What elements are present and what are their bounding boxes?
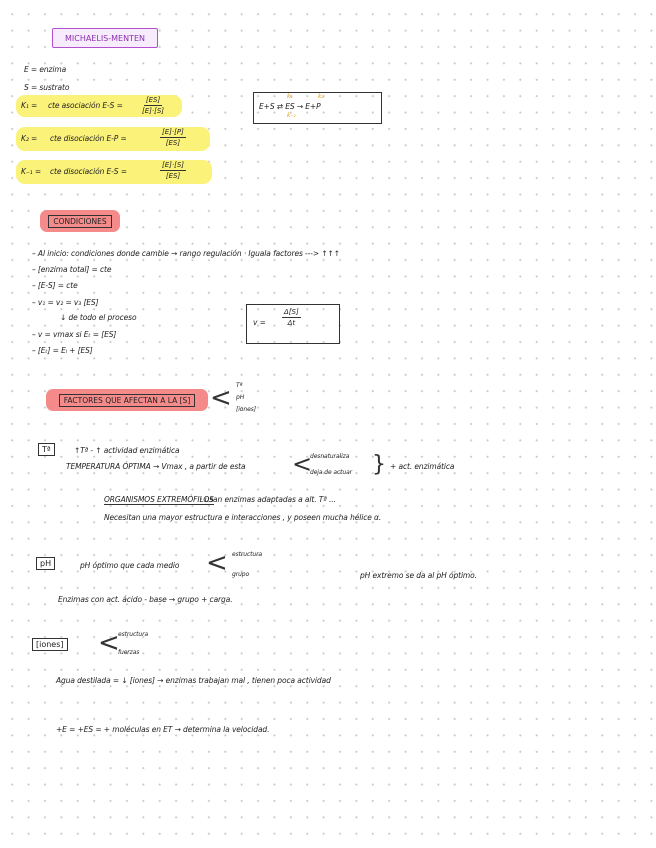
condition-item: – [enzima total] = cte [32,265,112,274]
k2-text: cte disociación E-P = [50,134,127,143]
velocity-fraction [282,308,301,327]
temperature-option: deja de actuar [310,469,353,476]
temperature-branch: < [292,450,313,478]
k3-fraction [160,161,186,180]
ph-tag: pH [36,557,55,570]
definition-enzyme: E = enzima [24,65,67,74]
k1-denominator: [E]·[S] [142,107,165,115]
ions-option: estructura [118,631,149,638]
k2-denominator: [ES] [165,139,181,147]
ph-branch: < [206,548,228,578]
ions-line: Agua destilada = ↓ [iones] → enzimas trabajan mal , tienen poca actividad [56,676,331,685]
k3-denominator: [ES] [165,172,181,180]
reaction-k1: k₁ [287,93,293,100]
temperature-line: ↑Tª - ↑ actividad enzimática [74,446,180,455]
definition-substrate: S = sustrato [24,83,70,92]
ions-tag: [iones] [32,638,68,651]
k1-text: cte asociación E-S = [48,101,123,110]
factor-item: [iones] [236,406,256,413]
k2-label: K₂ = [21,134,38,143]
condition-item: – [Eₜ] = Eₗ + [ES] [32,346,93,355]
temperature-line: · usan enzimas adaptadas a alt. Tª ... [200,495,336,504]
ions-line: +E = +ES = + moléculas en ET → determina la velocidad. [56,725,270,734]
ph-option: estructura [232,551,263,558]
temperature-subheading: ORGANISMOS EXTREMÓFILOS [104,495,214,504]
factors-header-text: FACTORES QUE AFECTAN A LA [S] [59,394,196,407]
velocity-denominator: Δt [287,319,296,327]
reaction-equation: E+S ⇄ ES → E+P [259,102,321,111]
condition-item: – v₁ = v₂ = v₃ [ES] [32,298,99,307]
k1-numerator: [ES] [145,96,161,104]
k3-label: K₋₁ = [21,167,42,176]
k2-numerator: [E]·[P] [162,128,184,136]
temperature-option: desnaturaliza [310,453,350,460]
ph-side-note: pH extremo se da al pH óptimo. [360,571,477,580]
k3-numerator: [E]·[S] [162,161,185,169]
conditions-header-text: CONDICIONES [48,215,111,228]
factor-item: pH [236,394,245,401]
k2-fraction [160,128,186,147]
k3-text: cte disociación E-S = [50,167,127,176]
temperature-line: + act. enzimática [390,462,455,471]
temperature-line: TEMPERATURA ÓPTIMA → Vmax , a partir de esta [66,462,246,471]
factor-item: Tª [236,382,243,389]
ph-option: grupo [232,571,250,578]
condition-item: – v = vmax si Eₜ = [ES] [32,330,117,339]
temperature-tag: Tª [38,443,55,456]
ph-line: pH óptimo que cada medio [80,561,180,570]
conditions-header [40,210,120,232]
reaction-k2: k₂ [318,93,324,100]
factors-branch: < [210,383,232,413]
condition-item: – [E-S] = cte [32,281,78,290]
temperature-brace: } [372,452,386,477]
temperature-line: Necesitan una mayor estructura e interacciones , y poseen mucha hélice α. [104,513,382,522]
page-title: MICHAELIS-MENTEN [52,28,158,48]
velocity-numerator: Δ[S] [284,308,299,316]
ions-option: fuerzas [118,649,140,656]
velocity-label: v = [253,318,266,327]
ph-line: Enzimas con act. ácido - base → grupo + carga. [58,595,233,604]
ions-branch: < [98,628,120,658]
condition-item: ↓ de todo el proceso [60,313,137,322]
k1-label: K₁ = [21,101,38,110]
condition-item: – Al inicio: condiciones donde cambie → rango regulación · Iguala factores ---> ↑↑↑ [32,249,340,258]
factors-header [46,389,208,411]
reaction-k-minus1: k₋₁ [287,112,296,119]
k1-fraction [142,96,164,115]
